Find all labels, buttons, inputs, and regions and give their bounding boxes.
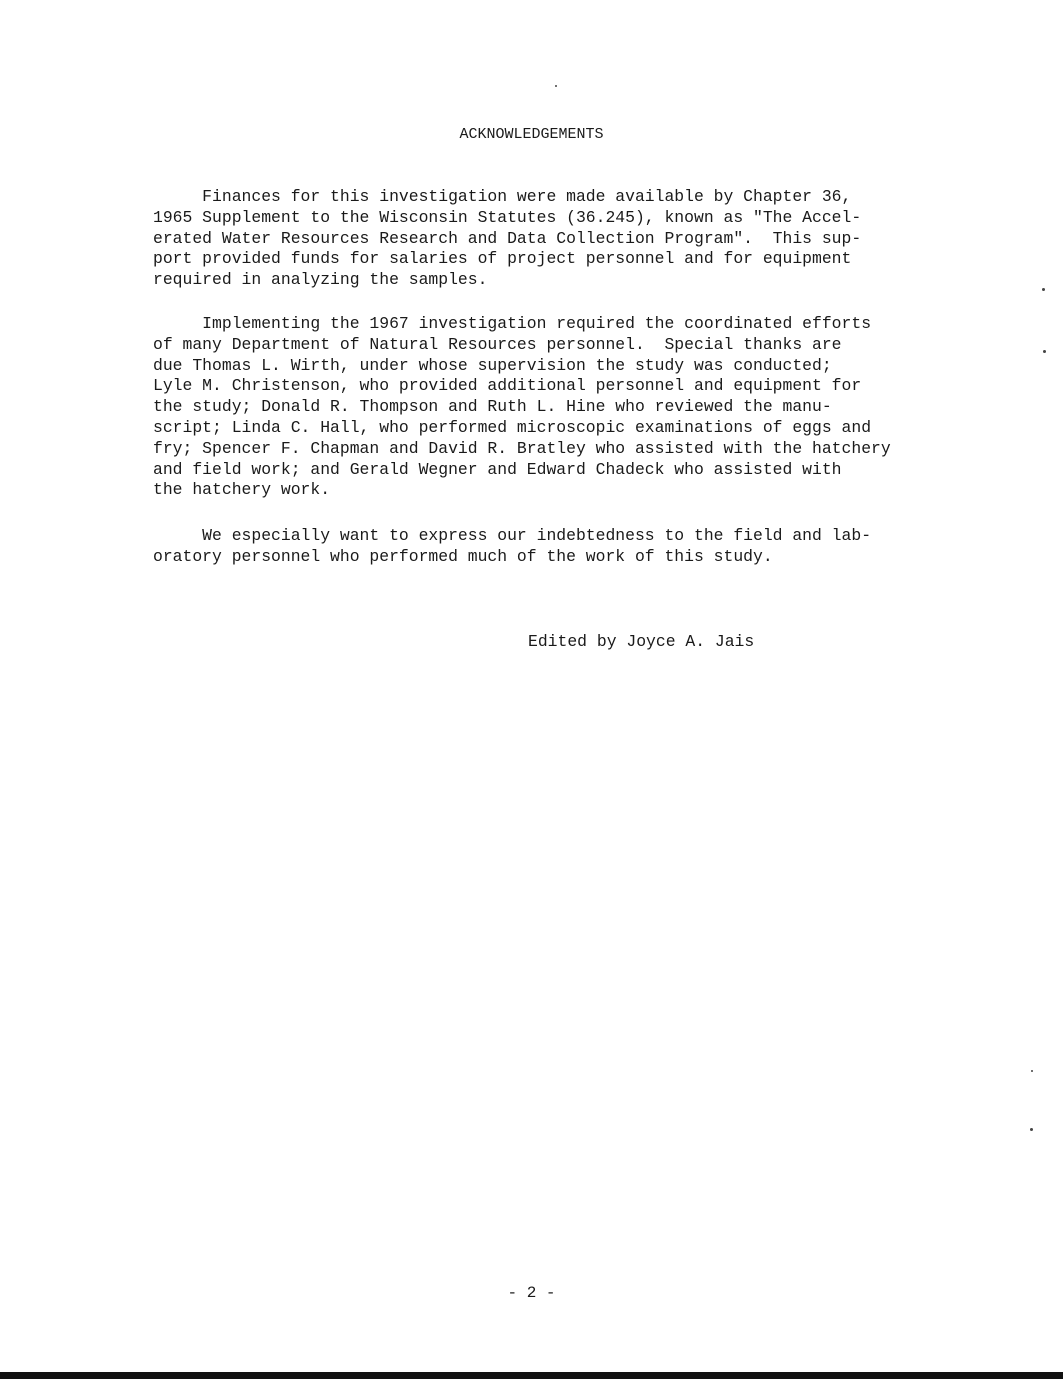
paragraph-thanks (153, 314, 953, 501)
text-line: oratory personnel who performed much of the work of this study. (153, 546, 773, 566)
text-line: required in analyzing the samples. (153, 270, 488, 290)
scan-speck (1042, 288, 1045, 291)
text-line: Finances for this investigation were made available by Chapter 36, (153, 187, 852, 206)
paragraph-funding (153, 187, 953, 291)
text-line: Lyle M. Christenson, who provided additional personnel and equipment for (153, 376, 862, 396)
scan-speck (1043, 350, 1046, 353)
text-line: erated Water Resources Research and Data Collection Program". This sup- (153, 228, 862, 248)
text-line: Implementing the 1967 investigation required the coordinated efforts (153, 314, 872, 333)
text-line: fry; Spencer F. Chapman and David R. Bratley who assisted with the hatchery (153, 438, 891, 458)
text-line: due Thomas L. Wirth, under whose supervision the study was conducted; (153, 355, 832, 375)
scan-speck (1030, 1128, 1033, 1131)
scan-edge-border (0, 1372, 1063, 1379)
text-line: We especially want to express our indebtedness to the field and lab- (153, 526, 872, 545)
paragraph-indebtedness (153, 526, 953, 568)
page-number: - 2 - (507, 1284, 556, 1302)
scan-speck (1031, 1070, 1033, 1072)
scan-speck (555, 85, 557, 87)
text-line: script; Linda C. Hall, who performed microscopic examinations of eggs and (153, 417, 872, 437)
page-title: ACKNOWLEDGEMENTS (459, 126, 604, 143)
text-line: the study; Donald R. Thompson and Ruth L. Hine who reviewed the manu- (153, 397, 832, 417)
text-line: 1965 Supplement to the Wisconsin Statutes (36.245), known as "The Accel- (153, 207, 862, 227)
text-line: the hatchery work. (153, 480, 331, 500)
editor-credit: Edited by Joyce A. Jais (528, 632, 755, 651)
text-line: and field work; and Gerald Wegner and Edward Chadeck who assisted with (153, 459, 842, 479)
text-line: of many Department of Natural Resources personnel. Special thanks are (153, 334, 842, 354)
text-line: port provided funds for salaries of project personnel and for equipment (153, 249, 852, 269)
